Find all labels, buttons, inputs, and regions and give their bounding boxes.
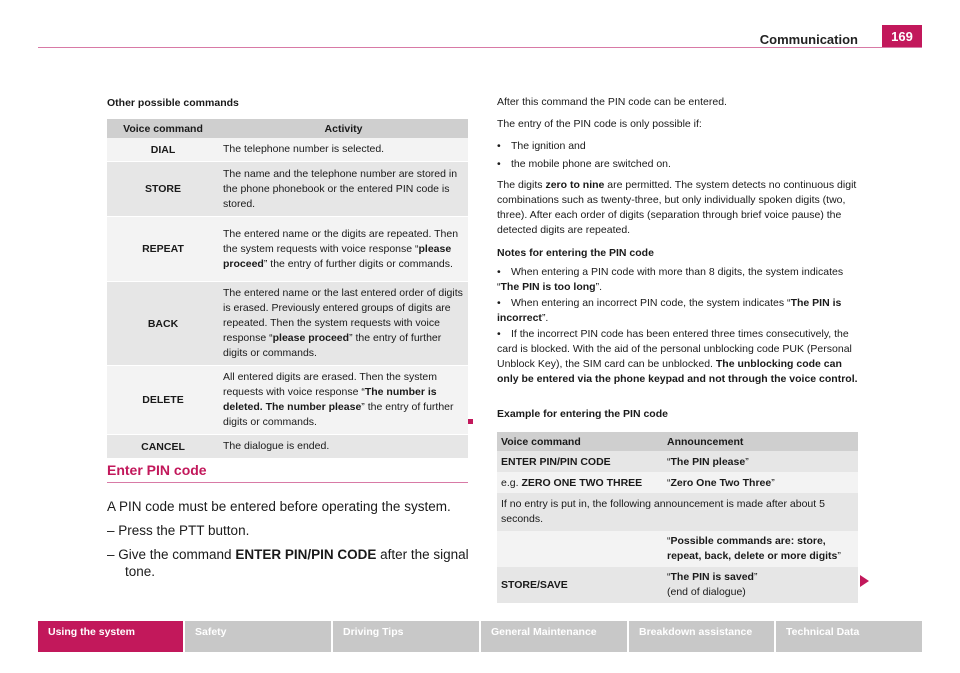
command-cell: STORE/SAVE (497, 567, 663, 603)
tab-safety[interactable]: Safety (185, 621, 331, 652)
command-cell: DIAL (107, 138, 219, 162)
announcement-cell: “Zero One Two Three” (663, 472, 858, 493)
table-row (107, 217, 468, 282)
activity-cell: The dialogue is ended. (219, 435, 468, 459)
table-row (107, 162, 468, 217)
voice-response-text: please proceed (223, 242, 452, 270)
command-name: ENTER PIN/PIN CODE (235, 547, 377, 562)
intro-text: A PIN code must be entered before operating the system. (107, 499, 451, 514)
note-cell: If no entry is put in, the following announcement is made after about 5 seconds. (497, 493, 858, 531)
tab-breakdown-assistance[interactable]: Breakdown assistance (629, 621, 774, 652)
bullet-icon: • (497, 297, 501, 309)
header-rule (38, 47, 922, 48)
continue-arrow-icon (860, 575, 869, 587)
voice-response-text: please proceed (272, 332, 350, 344)
section-rule (107, 482, 468, 483)
bullet-item: • When entering an incorrect PIN code, the system indicates “The PIN is incorrect”. (497, 297, 842, 324)
voice-response-text: The number is deleted. The number please (223, 386, 437, 413)
table-row (107, 366, 468, 435)
section-title: Enter PIN code (107, 462, 207, 478)
activity-text: ” the entry of further digits or commands. (223, 401, 454, 428)
command-cell: ENTER PIN/PIN CODE (497, 451, 663, 472)
table-row (107, 435, 468, 459)
activity-cell (219, 217, 468, 282)
bullet-item: • If the incorrect PIN code has been entered three times consecutively, the card is blocked. With the aid of the personal unblocking code PUK (Personal Unblock Key), the SIM card can be unblocked. The unblocking code can only be entered via the phone keypad and not through the voice control. (497, 328, 858, 385)
table-row (497, 493, 858, 531)
command-cell (497, 531, 663, 567)
table-header-row (107, 119, 468, 138)
step-give-command: – Give the command ENTER PIN/PIN CODE after the signal (107, 547, 469, 562)
column-header-activity: Activity (219, 119, 468, 138)
paragraph-digits: The digits zero to nine are permitted. The system detects no continuous digit combinations such as twenty-three, but only individually spoken digits (two, three). After each order of digits (separation through brief voice pause) the detected digits are repeated. (497, 179, 857, 236)
step-press-ptt: – Press the PTT button. (107, 523, 250, 538)
commands-heading: Other possible commands (107, 97, 239, 109)
announcement-cell: “Possible commands are: store, repeat, back, delete or more digits” (663, 531, 858, 567)
command-cell: DELETE (107, 366, 219, 435)
announcement-cell: “The PIN please” (663, 451, 858, 472)
example-heading: Example for entering the PIN code (497, 408, 668, 420)
paragraph: The entry of the PIN code is only possible if: (497, 118, 702, 130)
activity-text: ” the entry of further digits or commands. (223, 332, 442, 359)
table-row (107, 138, 468, 162)
command-cell: CANCEL (107, 435, 219, 459)
command-cell: e.g. ZERO ONE TWO THREE (497, 472, 663, 493)
table-row (497, 531, 858, 567)
activity-text: The entered name or the last entered order of digits is erased. Previously entered groups of digits are repeated. Then the system requests with voice response “ (223, 287, 463, 344)
column-header-voice-command: Voice command (107, 119, 219, 138)
tab-general-maintenance[interactable]: General Maintenance (481, 621, 627, 652)
bullet-icon: • (497, 266, 501, 278)
activity-cell (219, 366, 468, 435)
activity-cell: The name and the telephone number are stored in the phone phonebook or the entered PIN code is stored. (219, 162, 468, 217)
bullet-icon: • (497, 158, 501, 170)
tab-driving-tips[interactable]: Driving Tips (333, 621, 479, 652)
table-row (107, 282, 468, 366)
activity-cell (219, 282, 468, 366)
page-section-title: Communication (759, 32, 858, 47)
activity-text: All entered digits are erased. Then the system requests with voice response “ (223, 371, 438, 398)
notes-heading: Notes for entering the PIN code (497, 247, 654, 259)
pin-example-table (497, 432, 858, 603)
footer-nav (38, 621, 922, 652)
tab-technical-data[interactable]: Technical Data (776, 621, 922, 652)
bullet-item: • When entering a PIN code with more than 8 digits, the system indicates “The PIN is too long”. (497, 266, 844, 293)
table-row (497, 472, 858, 493)
announcement-cell: “The PIN is saved” (end of dialogue) (663, 567, 858, 603)
step-give-command-cont: tone. (125, 564, 156, 579)
column-header-voice-command: Voice command (497, 432, 663, 451)
bullet-item: • The ignition and (497, 140, 586, 152)
bullet-icon: • (497, 140, 501, 152)
paragraph: After this command the PIN code can be entered. (497, 96, 727, 108)
column-header-announcement: Announcement (663, 432, 858, 451)
command-cell: REPEAT (107, 217, 219, 282)
activity-text: The entered name or the digits are repeated. Then the system requests with voice response “ (223, 227, 459, 255)
command-cell: BACK (107, 282, 219, 366)
tab-using-the-system[interactable]: Using the system (38, 621, 183, 652)
page-number: 169 (882, 25, 922, 48)
bullet-icon: • (497, 328, 501, 340)
table-row (497, 567, 858, 603)
command-cell: STORE (107, 162, 219, 217)
voice-commands-table (107, 119, 468, 458)
bullet-item: • the mobile phone are switched on. (497, 158, 671, 170)
table-header-row (497, 432, 858, 451)
section-end-marker (468, 419, 473, 424)
activity-cell: The telephone number is selected. (219, 138, 468, 162)
table-row (497, 451, 858, 472)
activity-text: ” the entry of further digits or commands. (263, 257, 453, 270)
